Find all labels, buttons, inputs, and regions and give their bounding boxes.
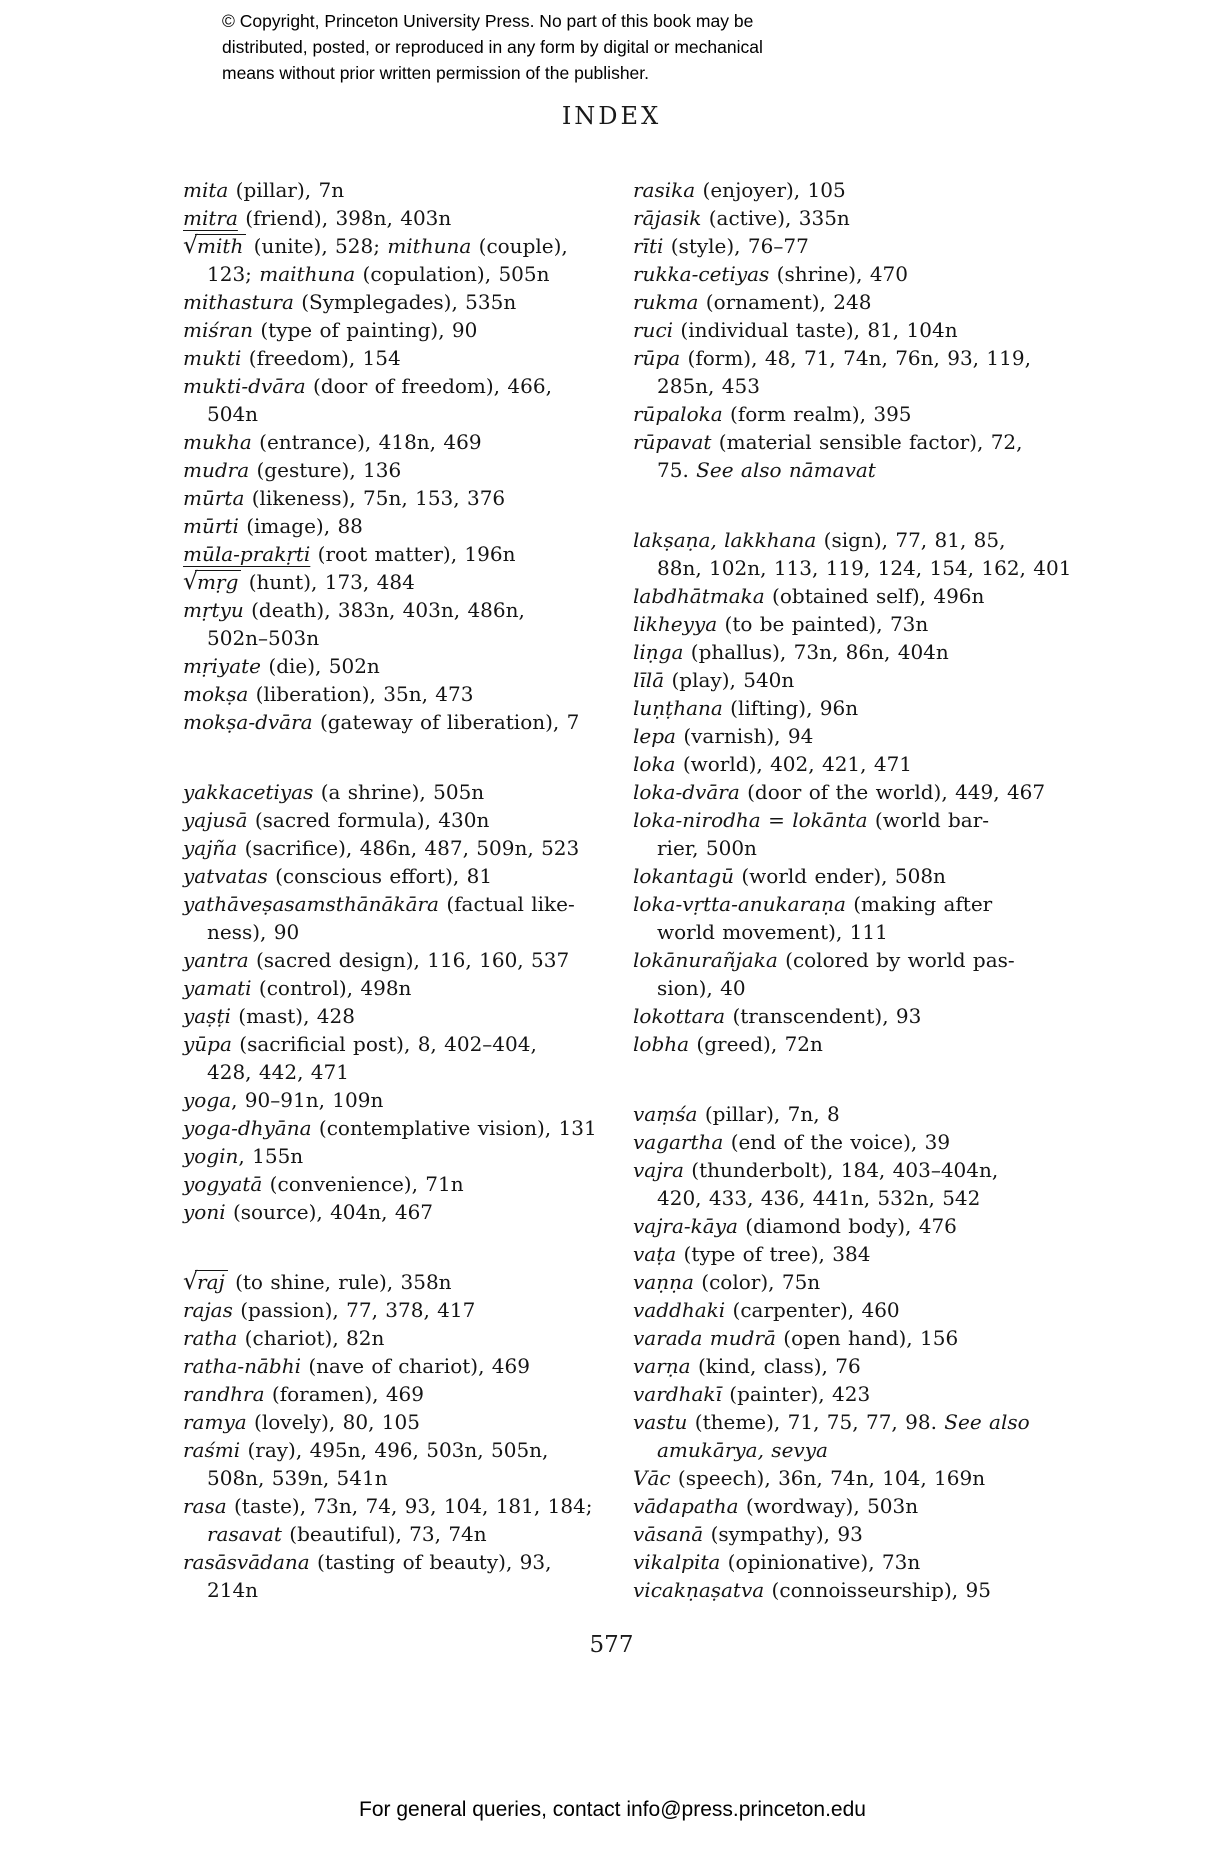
index-entry-line: lakṣaṇa, lakkhana (sign), 77, 81, 85, (633, 528, 1006, 552)
index-entry-line: 508n, 539n, 541n (207, 1466, 388, 1490)
radical-sign-term: √mṛg (183, 570, 241, 594)
index-entry-line: randhra (foramen), 469 (183, 1382, 425, 1406)
index-entry-line: mokṣa-dvāra (gateway of liberation), 7 (183, 710, 580, 734)
index-entry-line: mūrta (likeness), 75n, 153, 376 (183, 486, 506, 510)
index-entry-line: 214n (207, 1578, 259, 1602)
copyright-notice (222, 8, 763, 86)
footer-contact: For general queries, contact info@press.princeton.edu (359, 1798, 866, 1821)
index-entry-line: √mith (unite), 528; mithuna (couple), (183, 231, 568, 259)
index-entry-line: vardhakī (painter), 423 (633, 1382, 871, 1406)
index-entry-line: vagartha (end of the voice), 39 (633, 1130, 951, 1154)
index-entry-line: labdhātmaka (obtained self), 496n (633, 584, 985, 608)
index-group (633, 526, 1072, 1058)
index-entry-line: yatvatas (conscious effort), 81 (183, 864, 493, 888)
index-entry-line: rūpa (form), 48, 71, 74n, 76n, 93, 119, (633, 346, 1031, 370)
index-entry-line: varada mudrā (open hand), 156 (633, 1326, 959, 1350)
index-entry-line: amukārya, sevya (657, 1438, 828, 1462)
index-entry-line: 88n, 102n, 113, 119, 124, 154, 162, 401 (657, 556, 1072, 580)
index-entry-line: luṇṭhana (lifting), 96n (633, 696, 859, 720)
index-entry-line: yoga, 90–91n, 109n (183, 1088, 384, 1112)
index-group (183, 778, 597, 1226)
index-entry-line: vaṭa (type of tree), 384 (633, 1242, 871, 1266)
index-entry-line: 502n–503n (207, 626, 320, 650)
index-entry-line: mitra (friend), 398n, 403n (183, 206, 452, 230)
index-entry-line: rier, 500n (657, 836, 757, 860)
index-entry-line: mukti-dvāra (door of freedom), 466, (183, 374, 552, 398)
index-entry-line: yogin, 155n (183, 1144, 304, 1168)
index-entry-line: ramya (lovely), 80, 105 (183, 1410, 420, 1434)
index-entry-line: vādapatha (wordway), 503n (633, 1494, 919, 1518)
index-entry-line: sion), 40 (657, 976, 746, 1000)
index-entry-line: 285n, 453 (657, 374, 760, 398)
index-group (183, 176, 593, 736)
index-entry-line: yakkacetiyas (a shrine), 505n (183, 780, 485, 804)
index-entry-line: likheyya (to be painted), 73n (633, 612, 929, 636)
index-entry-line: loka (world), 402, 421, 471 (633, 752, 913, 776)
index-group (633, 1100, 1053, 1604)
index-entry-line: loka-nirodha = lokānta (world bar- (633, 808, 990, 832)
index-entry-line: mṛtyu (death), 383n, 403n, 486n, (183, 598, 525, 622)
index-entry-line: lokānurañjaka (colored by world pas- (633, 948, 1015, 972)
index-entry-line: mūla-prakṛti (root matter), 196n (183, 542, 516, 566)
index-column-left (183, 176, 597, 1604)
index-column-right (633, 176, 1072, 1604)
index-entry-line: vajra (thunderbolt), 184, 403–404n, (633, 1158, 999, 1182)
index-entry-line: vaṃśa (pillar), 7n, 8 (633, 1102, 840, 1126)
index-entry-line: yoni (source), 404n, 467 (183, 1200, 434, 1224)
index-entry-line: ratha-nābhi (nave of chariot), 469 (183, 1354, 530, 1378)
index-entry-line: Vāc (speech), 36n, 74n, 104, 169n (633, 1466, 986, 1490)
index-entry-line: lokantagū (world ender), 508n (633, 864, 946, 888)
index-entry-line: yūpa (sacrificial post), 8, 402–404, (183, 1032, 537, 1056)
index-entry-line: mokṣa (liberation), 35n, 473 (183, 682, 474, 706)
index-entry-line: world movement), 111 (657, 920, 888, 944)
index-entry-line: vastu (theme), 71, 75, 77, 98. See also (633, 1410, 1030, 1434)
index-entry-line: mukha (entrance), 418n, 469 (183, 430, 482, 454)
copyright-line: distributed, posted, or reproduced in any form by digital or mechanical (222, 37, 763, 57)
radical-sign-term: √mith (183, 234, 246, 258)
index-entry-line: raśmi (ray), 495n, 496, 503n, 505n, (183, 1438, 549, 1462)
index-entry-line: līlā (play), 540n (633, 668, 795, 692)
page-title: INDEX (561, 102, 662, 130)
index-entry-line: 420, 433, 436, 441n, 532n, 542 (657, 1186, 981, 1210)
index-entry-line: rukka-cetiyas (shrine), 470 (633, 262, 908, 286)
radical-sign-term: √raj (183, 1270, 228, 1294)
index-group (633, 176, 1053, 484)
index-entry-line: rasāsvādana (tasting of beauty), 93, (183, 1550, 552, 1574)
index-entry-line: vikalpita (opinionative), 73n (633, 1550, 921, 1574)
index-entry-line: liṇga (phallus), 73n, 86n, 404n (633, 640, 949, 664)
index-entry-line: rukma (ornament), 248 (633, 290, 872, 314)
index-entry-line: rūpavat (material sensible factor), 72, (633, 430, 1023, 454)
index-entry-line: yajña (sacrifice), 486n, 487, 509n, 523 (183, 836, 580, 860)
index-entry-line: √mṛg (hunt), 173, 484 (183, 567, 415, 595)
index-entry-line: ratha (chariot), 82n (183, 1326, 385, 1350)
index-entry-line: yoga-dhyāna (contemplative vision), 131 (183, 1116, 597, 1140)
index-entry-line: 428, 442, 471 (207, 1060, 349, 1084)
index-entry-line: rajas (passion), 77, 378, 417 (183, 1298, 476, 1322)
index-entry-line: yamati (control), 498n (183, 976, 412, 1000)
index-entry-line: √raj (to shine, rule), 358n (183, 1267, 452, 1295)
index-entry-line: yaṣṭi (mast), 428 (183, 1004, 355, 1028)
index-entry-line: yantra (sacred design), 116, 160, 537 (183, 948, 570, 972)
copyright-line: means without prior written permission of the publisher. (222, 63, 650, 83)
index-entry-line: rīti (style), 76–77 (633, 234, 809, 258)
index-entry-line: miśran (type of painting), 90 (183, 318, 478, 342)
index-entry-line: mita (pillar), 7n (183, 178, 345, 202)
index-entry-line: mithastura (Symplegades), 535n (183, 290, 517, 314)
index-entry-line: rasa (taste), 73n, 74, 93, 104, 181, 184; (183, 1494, 593, 1518)
index-entry-line: 123; maithuna (copulation), 505n (207, 262, 550, 286)
index-entry-line: vicakṇaṣatva (connoisseurship), 95 (633, 1578, 991, 1602)
index-entry-line: vajra-kāya (diamond body), 476 (633, 1214, 957, 1238)
index-entry-line: rasavat (beautiful), 73, 74n (207, 1522, 487, 1546)
index-entry-line: yathāveṣasamsthānākāra (factual like- (183, 892, 575, 916)
index-entry-line: 504n (207, 402, 259, 426)
index-entry-line: lepa (varnish), 94 (633, 724, 814, 748)
index-entry-line: mudra (gesture), 136 (183, 458, 402, 482)
index-entry-line: yajusā (sacred formula), 430n (183, 808, 490, 832)
index-entry-line: mukti (freedom), 154 (183, 346, 401, 370)
index-entry-line: vaddhaki (carpenter), 460 (633, 1298, 900, 1322)
index-entry-line: vaṇṇa (color), 75n (633, 1270, 821, 1294)
index-entry-line: 75. See also nāmavat (657, 458, 876, 482)
index-entry-line: mūrti (image), 88 (183, 514, 363, 538)
index-entry-line: ness), 90 (207, 920, 300, 944)
index-entry-line: varṇa (kind, class), 76 (633, 1354, 861, 1378)
index-entry-line: lokottara (transcendent), 93 (633, 1004, 922, 1028)
index-entry-line: lobha (greed), 72n (633, 1032, 823, 1056)
index-entry-line: loka-dvāra (door of the world), 449, 467 (633, 780, 1046, 804)
index-group (183, 1268, 593, 1604)
index-entry-line: rājasik (active), 335n (633, 206, 850, 230)
page-number: 577 (589, 1632, 634, 1658)
index-entry-line: rūpaloka (form realm), 395 (633, 402, 912, 426)
index-entry-line: loka-vṛtta-anukaraṇa (making after (633, 892, 993, 916)
copyright-line: © Copyright, Princeton University Press. No part of this book may be (222, 11, 754, 31)
index-entry-line: vāsanā (sympathy), 93 (633, 1522, 863, 1546)
index-entry-line: ruci (individual taste), 81, 104n (633, 318, 958, 342)
index-entry-line: yogyatā (convenience), 71n (183, 1172, 464, 1196)
index-entry-line: mṛiyate (die), 502n (183, 654, 380, 678)
index-entry-line: rasika (enjoyer), 105 (633, 178, 846, 202)
